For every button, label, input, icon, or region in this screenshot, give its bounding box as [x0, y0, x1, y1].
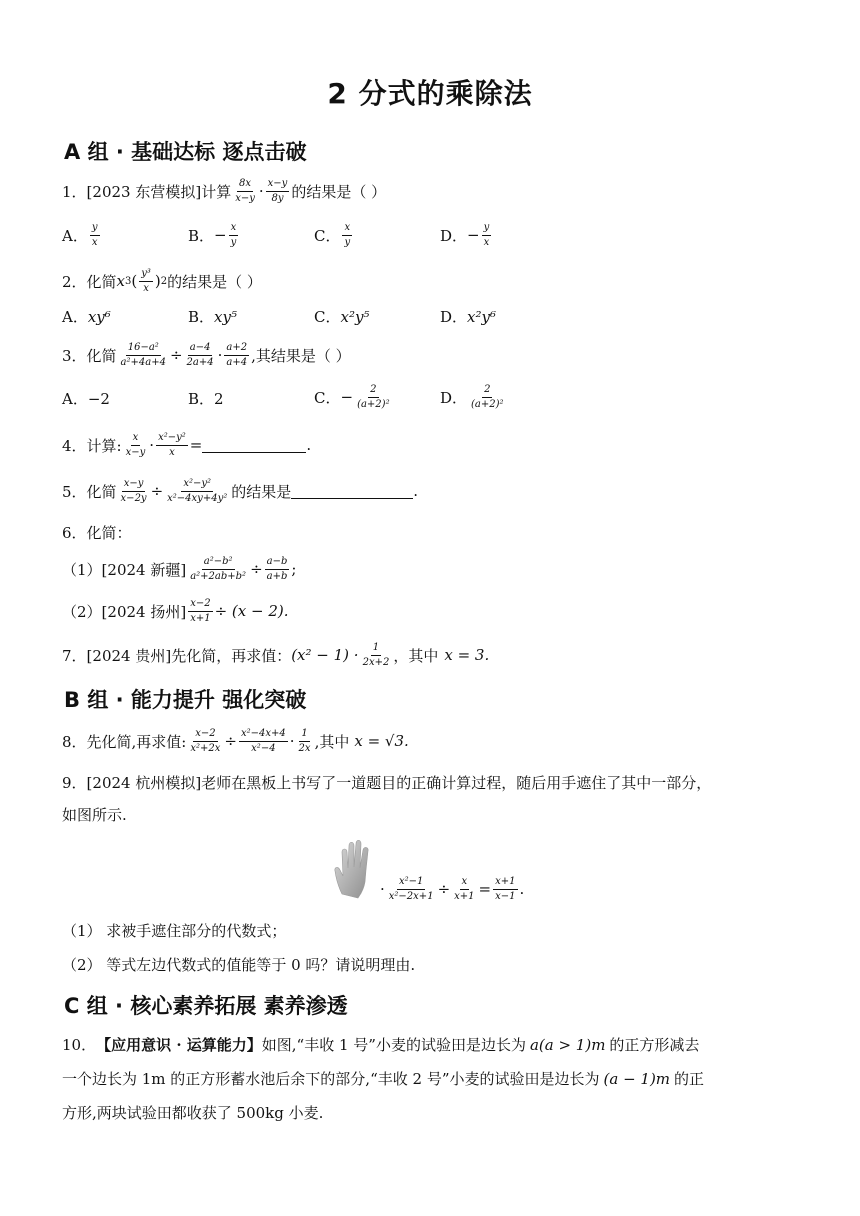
q10-line2-math: (a − 1)m: [603, 1069, 671, 1088]
q9-end: .: [519, 880, 525, 898]
q1-fraction-1: [233, 178, 257, 204]
q1-option-b: [188, 222, 240, 248]
option-label: B．: [188, 226, 215, 245]
q6-p2-label: （2）: [62, 602, 102, 621]
option-label: D．: [440, 226, 468, 245]
q5-end: .: [413, 482, 419, 500]
q5-divide: ÷: [150, 482, 164, 500]
q8-fraction-1: [188, 728, 222, 754]
option-num: 2: [368, 384, 378, 398]
q9-f2-den: x+1: [454, 890, 475, 902]
q1-dot: ·: [258, 182, 264, 200]
q8-fraction-2: [239, 728, 288, 754]
option-num: x: [342, 222, 352, 236]
q3-suffix: ,其结果是（ ）: [251, 346, 351, 365]
q4-dot: ·: [149, 436, 155, 454]
q3-f3-den: a+4: [226, 356, 248, 368]
q9-f3-num: x+1: [493, 876, 517, 890]
option-num: 2: [482, 384, 492, 398]
q7-expression: (x² − 1) ·: [291, 646, 359, 664]
q2-paren-close: ): [154, 272, 161, 290]
question-2: [62, 268, 262, 294]
q6-p1-label: （1）: [62, 560, 102, 579]
q3-fraction-3: [224, 342, 249, 368]
q8-dot: ·: [289, 732, 295, 750]
question-9-sub-2: （2） 等式左边代数式的值能等于 0 吗？请说明理由.: [62, 956, 416, 974]
q2-base: x: [116, 272, 126, 290]
q8-fraction-3: [297, 728, 313, 754]
q3-option-d: [440, 384, 508, 410]
question-6-part-2: [62, 598, 289, 624]
q9-f2-num: x: [460, 876, 470, 890]
q3-option-a: [62, 388, 110, 409]
q8-suffix: ,其中: [314, 732, 350, 751]
option-label: A．: [62, 390, 88, 408]
q5-f2-den: x²−4xy+4y²: [167, 492, 228, 504]
q7-num: 1: [371, 642, 381, 656]
q2-exponent-3: 3: [125, 275, 132, 287]
q10-line1-text: 如图,“丰收 1 号”小麦的试验田是边长为: [261, 1036, 526, 1054]
q7-fraction: [361, 642, 392, 668]
question-9-line-1: 9．[2024 杭州模拟]老师在黑板上书写了一道题目的正确计算过程，随后用手遮住了其中一部分，: [62, 774, 712, 792]
q1-fraction-2: [266, 178, 290, 204]
option-label: A．: [62, 226, 88, 245]
q2-den: x: [143, 282, 149, 294]
q6-p1-f2-den: a+b: [266, 570, 288, 582]
q9-f3-den: x−1: [495, 890, 516, 902]
option-label: D．: [440, 308, 468, 326]
q9-f1-num: x²−1: [397, 876, 425, 890]
q8-f2-den: x²−4: [251, 742, 276, 754]
question-3: [62, 342, 351, 368]
question-9-line-2: 如图所示.: [62, 806, 127, 824]
option-den: (a+2)²: [471, 398, 504, 410]
option-label: B．: [188, 308, 215, 326]
q6-p1-fraction-1: [188, 556, 248, 582]
q1-option-d: [440, 222, 493, 248]
q3-f2-num: a−4: [188, 342, 213, 356]
option-label: B．: [188, 390, 215, 408]
question-10-line-2: [62, 1068, 704, 1089]
q10-line1-math: a(a > 1)m: [529, 1035, 606, 1054]
q9-equals: =: [478, 880, 492, 898]
option-label: C．: [314, 388, 341, 407]
q4-f1-num: x: [131, 432, 141, 446]
q8-divide: ÷: [224, 732, 237, 750]
q5-f2-num: x²−y²: [181, 478, 213, 492]
q3-fraction-2: [185, 342, 216, 368]
q6-p1-tag: [2024 新疆]: [101, 560, 187, 579]
q4-suffix: .: [306, 436, 312, 454]
question-7: [62, 642, 489, 668]
q9-fraction-2: [452, 876, 476, 902]
q9-dot: ·: [380, 880, 385, 898]
option-value: 2: [214, 389, 224, 408]
q3-f1-den: a²+4a+4: [120, 356, 166, 368]
q7-prefix: 7．[2024 贵州]先化简，再求值：: [62, 646, 292, 665]
q5-fraction-2: [165, 478, 229, 504]
option-value: xy⁵: [214, 307, 237, 326]
q4-f2-num: x²−y²: [156, 432, 188, 446]
q1-option-c: [314, 222, 354, 248]
question-9-equation: [380, 876, 524, 902]
q5-answer-blank[interactable]: [291, 484, 413, 499]
option-label: A．: [62, 308, 88, 326]
q8-f3-den: 2x: [298, 742, 311, 754]
group-a-heading: A 组 · 基础达标 逐点击破: [64, 140, 307, 164]
option-value: −2: [87, 389, 110, 408]
q8-f1-num: x−2: [193, 728, 217, 742]
question-5: [62, 478, 418, 504]
q4-prefix: 4．计算:: [62, 436, 122, 455]
q1-f2-den: 8y: [271, 192, 284, 204]
q5-suffix: 的结果是: [231, 482, 292, 501]
q5-f1-num: x−y: [122, 478, 146, 492]
page-title: 2 分式的乘除法: [327, 77, 533, 110]
q3-f3-num: a+2: [224, 342, 249, 356]
q3-option-c: [314, 384, 394, 410]
q5-f1-den: x−2y: [120, 492, 147, 504]
group-c-heading: C 组 · 核心素养拓展 素养渗透: [64, 994, 348, 1018]
q3-fraction-1: [119, 342, 168, 368]
q9-f1-den: x²−2x+1: [388, 890, 434, 902]
question-6-part-1: [62, 556, 296, 582]
q2-num: y³: [139, 268, 153, 282]
q8-prefix: 8．先化简,再求值:: [62, 732, 187, 751]
option-den: x: [91, 236, 98, 248]
question-10-line-1: [62, 1034, 699, 1055]
q8-f3-num: 1: [299, 728, 309, 742]
q4-equals: =: [189, 436, 203, 454]
q8-condition: x = √3.: [354, 732, 409, 750]
q8-f1-den: x²+2x: [190, 742, 221, 754]
option-num: y: [90, 222, 100, 236]
q4-fraction-2: [156, 432, 188, 458]
q6-p1-f2-num: a−b: [265, 556, 290, 570]
q6-p1-fraction-2: [265, 556, 290, 582]
q2-option-d: [440, 306, 496, 327]
q10-line2-text: 一个边长为 1m 的正方形蓄水池后余下的部分,“丰收 2 号”小麦的试验田是边长为: [62, 1070, 600, 1088]
q7-condition: x = 3.: [444, 646, 490, 664]
q1-suffix: 的结果是（ ）: [291, 182, 387, 201]
option-sign: −: [340, 388, 354, 406]
q6-p1-f1-num: a²−b²: [202, 556, 235, 570]
option-den: (a+2)²: [357, 398, 390, 410]
q6-p2-den: x+1: [190, 612, 211, 624]
option-fraction: [469, 384, 506, 410]
q8-f2-num: x²−4x+4: [239, 728, 288, 742]
q1-f1-den: x−y: [235, 192, 255, 204]
q9-divide: ÷: [437, 880, 451, 898]
q3-divide: ÷: [169, 346, 183, 364]
q10-tag: 【应用意识 · 运算能力】: [96, 1036, 262, 1054]
q2-suffix: 的结果是（ ）: [167, 272, 262, 291]
q2-prefix: 2．化简: [62, 272, 117, 291]
q2-exponent-2: 2: [160, 275, 168, 287]
q10-line1-end: 的正方形减去: [609, 1036, 700, 1054]
option-fraction: [229, 222, 239, 248]
q1-option-a: [62, 222, 102, 248]
option-fraction: [90, 222, 100, 248]
option-sign: −: [214, 226, 227, 244]
q3-dot: ·: [217, 346, 223, 364]
q5-prefix: 5．化简: [62, 482, 117, 501]
q6-p2-num: x−2: [188, 598, 212, 612]
q2-fraction: [139, 268, 153, 294]
q4-fraction-1: [124, 432, 148, 458]
question-10-line-3: 方形,两块试验田都收获了 500kg 小麦.: [62, 1104, 324, 1122]
option-num: x: [229, 222, 239, 236]
q10-line2-end: 的正: [674, 1070, 705, 1088]
q2-paren-open: (: [131, 272, 138, 290]
question-4: [62, 432, 311, 458]
q2-option-a: [62, 306, 111, 327]
q3-prefix: 3．化简: [62, 346, 117, 365]
question-1: [62, 178, 386, 204]
q1-f2-num: x−y: [266, 178, 290, 192]
option-sign: −: [467, 226, 480, 244]
option-den: y: [344, 236, 351, 248]
q3-f2-den: 2a+4: [186, 356, 214, 368]
question-9-sub-1: （1） 求被手遮住部分的代数式；: [62, 922, 287, 940]
question-6: 6．化简：: [62, 524, 132, 542]
q6-p2-fraction: [188, 598, 212, 624]
q5-fraction-1: [119, 478, 149, 504]
q6-p1-f1-den: a²+2ab+b²: [190, 570, 247, 582]
q6-p1-divide: ÷: [250, 560, 263, 578]
q2-option-c: [314, 306, 369, 327]
option-num: y: [482, 222, 492, 236]
q6-p1-end: ;: [291, 560, 297, 578]
q1-prefix: 1．[2023 东营模拟]计算: [62, 182, 232, 201]
question-8: [62, 728, 409, 754]
option-fraction: [342, 222, 352, 248]
q7-suffix: ，其中: [393, 646, 439, 665]
option-label: D．: [440, 388, 468, 407]
q10-number: 10．: [62, 1036, 97, 1054]
option-den: x: [483, 236, 490, 248]
q7-den: 2x+2: [362, 656, 390, 668]
option-value: x²y⁶: [467, 307, 496, 326]
q6-p2-tag: [2024 扬州]: [101, 602, 187, 621]
q4-answer-blank[interactable]: [202, 438, 306, 453]
q6-p2-tail: ÷ (x − 2).: [214, 602, 289, 620]
option-label: C．: [314, 308, 341, 326]
option-value: x²y⁵: [340, 307, 370, 326]
q3-option-b: [188, 388, 224, 409]
group-b-heading: B 组 · 能力提升 强化突破: [64, 688, 307, 712]
q1-f1-num: 8x: [237, 178, 253, 192]
option-fraction: [355, 384, 392, 410]
option-label: C．: [314, 226, 341, 245]
q9-fraction-1: [387, 876, 436, 902]
q4-f2-den: x: [169, 446, 175, 458]
option-fraction: [482, 222, 492, 248]
q3-f1-num: 16−a²: [126, 342, 161, 356]
option-value: xy⁶: [87, 307, 111, 326]
q4-f1-den: x−y: [125, 446, 146, 458]
option-den: y: [230, 236, 237, 248]
q2-option-b: [188, 306, 237, 327]
q9-fraction-3: [493, 876, 517, 902]
hand-icon: [332, 838, 378, 900]
